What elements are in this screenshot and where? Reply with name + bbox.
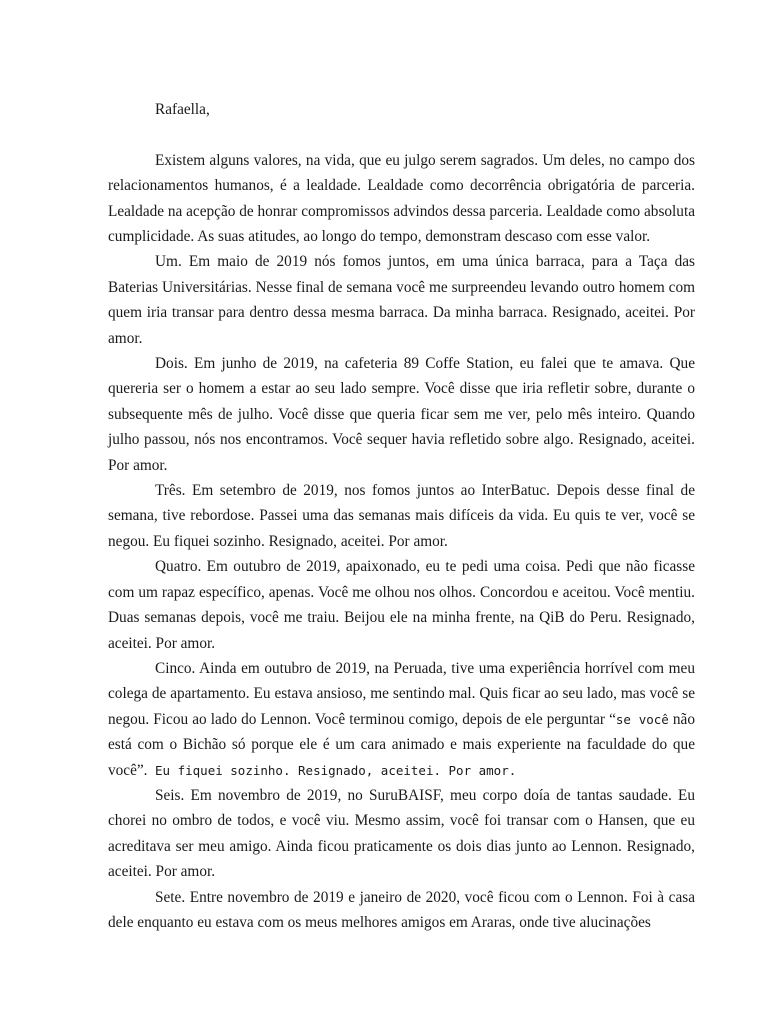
paragraph-cinco-quote-start: se você <box>615 711 669 727</box>
letter-body <box>108 97 695 935</box>
paragraph-seis: Seis. Em novembro de 2019, no SuruBAISF, meu corpo doía de tantas saudade. Eu chorei no ombro de todos, e você viu. Mesmo assim, você foi transar com o Hansen, que eu acreditava ser meu amigo. Ainda ficou praticamente os dois dias junto ao Lennon. Resignado, aceitei. Por amor. <box>108 786 695 881</box>
paragraph-tres: Três. Em setembro de 2019, nos fomos juntos ao InterBatuc. Depois desse final de semana, tive rebordose. Passei uma das semanas mais difíceis da vida. Eu quis te ver, você se negou. Eu fiquei sozinho. Resignado, aceitei. Por amor. <box>108 482 695 550</box>
paragraph-dois: Dois. Em junho de 2019, na cafeteria 89 Coffe Station, eu falei que te amava. Que quereria ser o homem a estar ao seu lado sempre. Você disse que iria refletir sobre, durante o subsequente mês de julho. Você disse que queria ficar sem me ver, pelo mês inteiro. Quando julho passou, nós nos encontramos. Você sequer havia refletido sobre algo. Resignado, aceitei. Por amor. <box>108 355 695 474</box>
paragraph-cinco-text: Cinco. Ainda em outubro de 2019, na Peruada, tive uma experiência horrível com meu colega de apartamento. Eu estava ansioso, me sentindo mal. Quis ficar ao seu lado, mas você se negou. Ficou ao lado do Lennon. Você terminou comigo, depois de ele perguntar “ <box>108 659 695 728</box>
paragraph-intro: Existem alguns valores, na vida, que eu julgo serem sagrados. Um deles, no campo dos relacionamentos humanos, é a lealdade. Lealdade como decorrência obrigatória de parceria. Lealdade na acepção de honrar compromissos advindos dessa parceria. Lealdade como absoluta cumplicidade. As suas atitudes, ao longo do tempo, demonstram descaso com esse valor. <box>108 151 695 246</box>
paragraph-sete: Sete. Entre novembro de 2019 e janeiro de 2020, você ficou com o Lennon. Foi à casa dele enquanto eu estava com os meus melhores amigos em Araras, onde tive alucinações <box>108 888 695 931</box>
paragraph-cinco <box>108 656 695 783</box>
paragraph-um: Um. Em maio de 2019 nós fomos juntos, em uma única barraca, para a Taça das Baterias Universitárias. Nesse final de semana você me surpreendeu levando outro homem com quem iria transar para dentro dessa mesma barraca. Da minha barraca. Resignado, aceitei. Por amor. <box>108 253 695 347</box>
paragraph-quatro: Quatro. Em outubro de 2019, apaixonado, eu te pedi uma coisa. Pedi que não ficasse com um rapaz específico, apenas. Você me olhou nos olhos. Concordou e aceitou. Você mentiu. Duas semanas depois, você me traiu. Beijou ele na minha frente, na QiB do Peru. Resignado, aceitei. Por amor. <box>108 558 695 652</box>
paragraph-cinco-ending: Eu fiquei sozinho. Resignado, aceitei. Por amor. <box>147 762 517 778</box>
paragraph-cinco-text-continued: não está com o Bichão só porque ele é um cara animado e mais experiente na faculdade do que você”. <box>108 710 695 779</box>
salutation: Rafaella, <box>155 101 210 118</box>
